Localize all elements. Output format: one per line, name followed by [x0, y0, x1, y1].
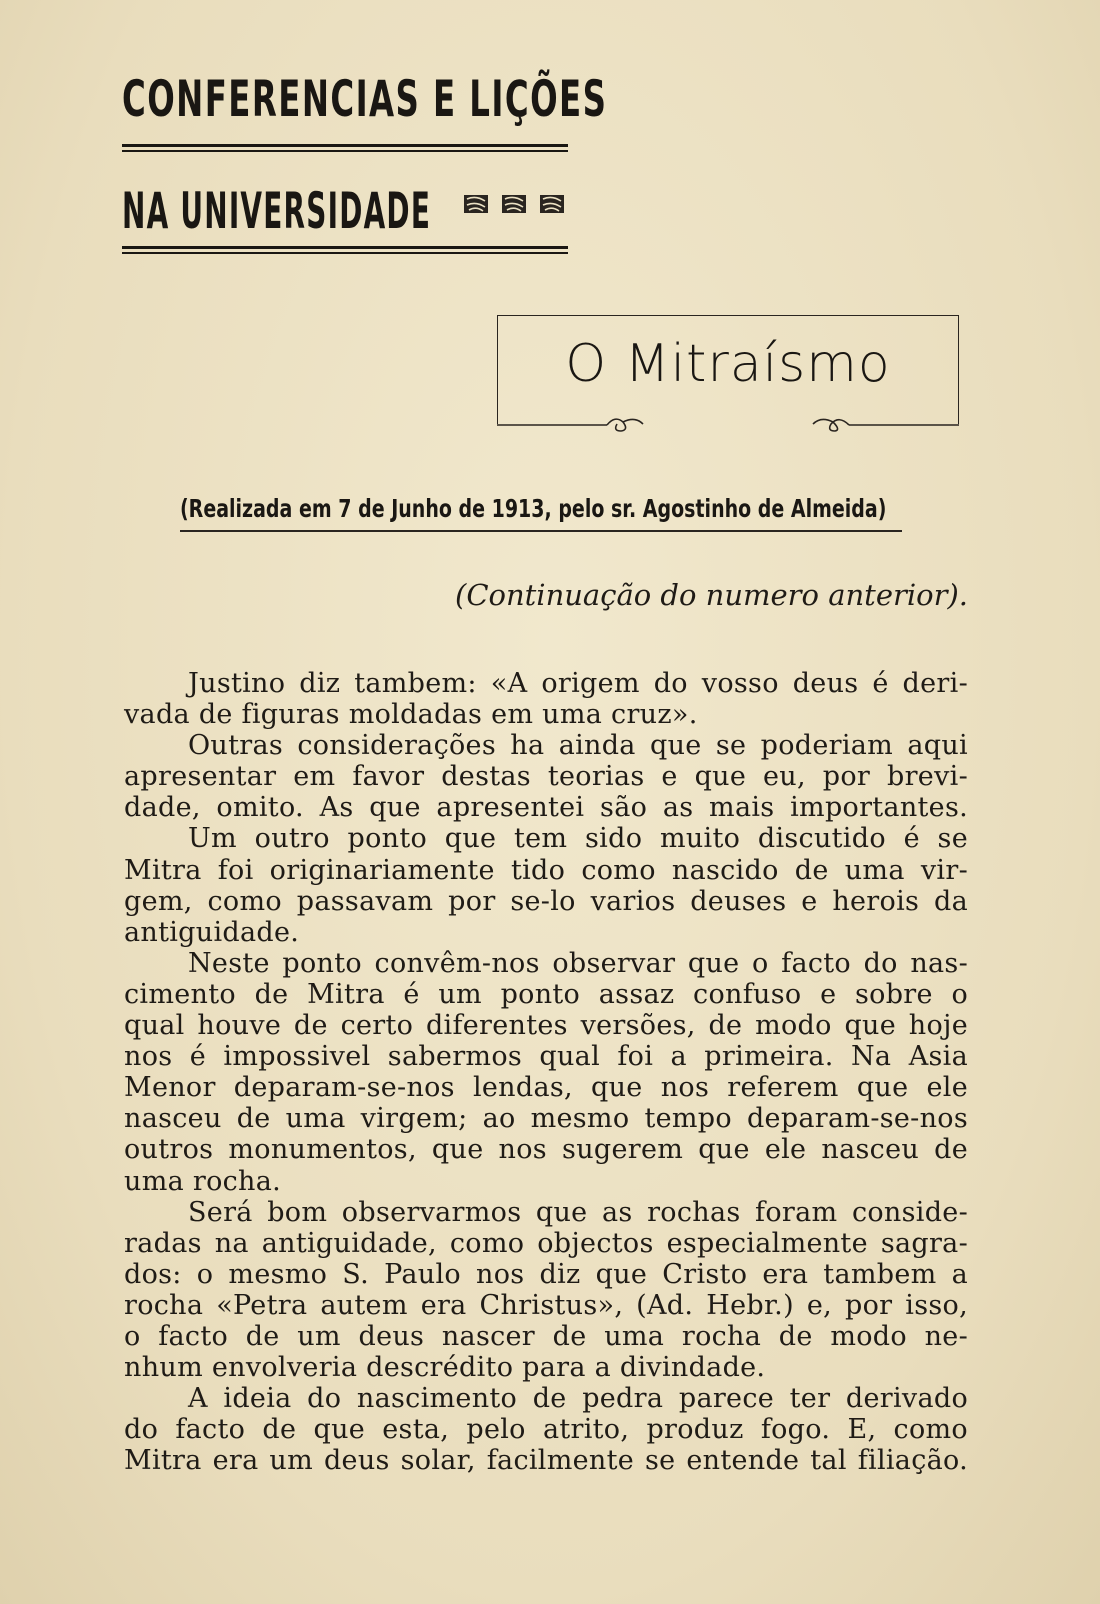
body-text-line: o facto de um deus nascer de uma rocha de modo ne- [124, 1320, 968, 1352]
body-text-line: outros monumentos, que nos sugerem que ele nasceu de [124, 1134, 968, 1166]
lecture-subtitle: (Realizada em 7 de Junho de 1913, pelo sr. Agostinho de Almeida) [180, 494, 887, 523]
body-text-line: Mitra foi originariamente tido como nascido de uma vir- [124, 854, 968, 886]
body-text-line: A ideia do nascimento de pedra parece ter derivado [188, 1383, 968, 1415]
body-text-line: nos é impossivel sabermos qual foi a primeira. Na Asia [124, 1041, 968, 1073]
title-frame [497, 315, 959, 424]
body-text-line: Será bom observarmos que as rochas foram conside- [188, 1196, 968, 1228]
section-heading-line2-text: NA UNIVERSIDADE [122, 182, 432, 240]
masthead-rule-thick [122, 246, 568, 249]
masthead-rule-thick [122, 144, 568, 147]
body-text-line: uma rocha. [124, 1165, 282, 1197]
body-text-line: cimento de Mitra é um ponto assaz confuso e sobre o [124, 978, 968, 1010]
ornament-icon [501, 193, 527, 215]
section-heading-line2 [122, 182, 431, 240]
body-text-line: rocha «Petra autem era Christus», (Ad. Hebr.) e, por isso, [124, 1289, 968, 1321]
body-text-line: qual houve de certo diferentes versões, de modo que hoje [124, 1010, 968, 1042]
body-text-line: Mitra era um deus solar, facilmente se entende tal filiação. [124, 1445, 968, 1477]
body-text-line: radas na antiguidade, como objectos especialmente sagra- [124, 1227, 968, 1259]
body-text-line: dos: o mesmo S. Paulo nos diz que Cristo era tambem a [124, 1258, 968, 1290]
body-text-line: Menor deparam-se-nos lendas, que nos referem que ele [124, 1072, 968, 1104]
body-text-line: dade, omito. As que apresentei são as mais importantes. [124, 792, 968, 824]
body-text-line: nasceu de uma virgem; ao mesmo tempo deparam-se-nos [124, 1103, 968, 1135]
section-heading-line1: CONFERENCIAS E LIÇÕES [122, 70, 608, 128]
body-text-line: nhum envolveria descrédito para a divindade. [124, 1352, 766, 1384]
body-text-line: vada de figuras moldadas em uma cruz». [124, 699, 698, 731]
body-text-line: antiguidade. [124, 916, 300, 948]
body-text-line: apresentar em favor destas teorias e que eu, por brevi- [124, 761, 968, 793]
body-text-line: gem, como passavam por se-lo varios deuses e herois da [124, 885, 968, 917]
heading-ornaments [455, 193, 565, 215]
subtitle-underline [180, 530, 902, 532]
article-title: O Mitraísmo [565, 334, 891, 394]
article-body [124, 668, 968, 1476]
masthead-rule-thin [122, 252, 568, 254]
body-text-line: Neste ponto convêm-nos observar que o facto do nas- [188, 947, 968, 979]
body-text-line: Outras considerações ha ainda que se poderiam aqui [188, 730, 968, 762]
ornament-icon [539, 193, 565, 215]
body-text-line: do facto de que esta, pelo atrito, produz fogo. E, como [124, 1414, 968, 1446]
body-text-line: Um outro ponto que tem sido muito discutido é se [188, 823, 968, 855]
masthead-rule-thin [122, 150, 568, 152]
body-text-line: Justino diz tambem: «A origem do vosso deus é deri- [188, 668, 968, 699]
continuation-note: (Continuação do numero anterior). [455, 578, 968, 612]
ornament-icon [463, 193, 489, 215]
title-flourish-ornament [497, 410, 959, 440]
